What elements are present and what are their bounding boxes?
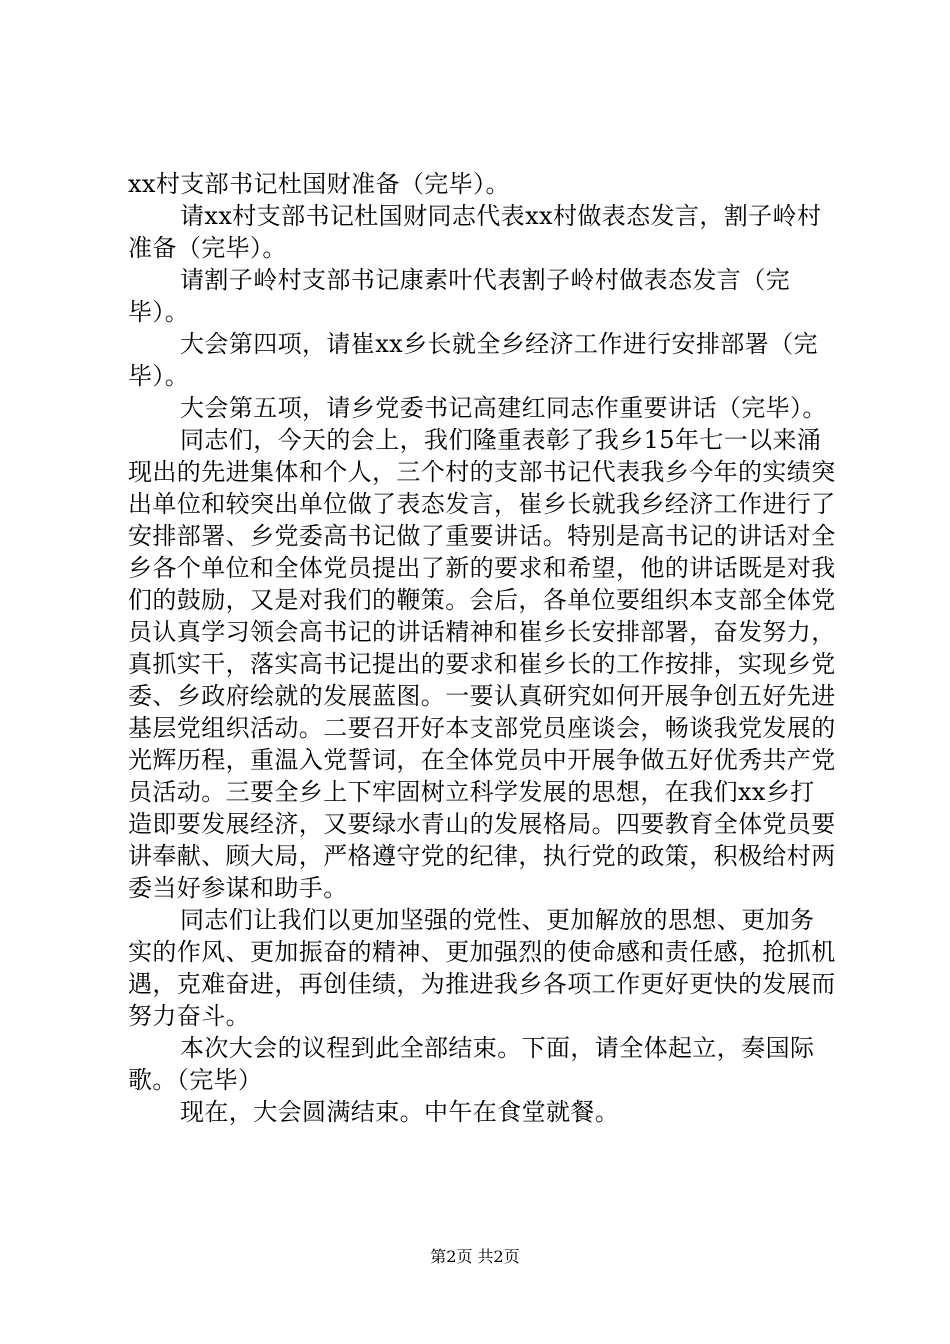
paragraph-6: 同志们，今天的会上，我们隆重表彰了我乡15年七一以来涌现出的先进集体和个人，三个村的支部书记代表我乡今年的实绩突出单位和较突出单位做了表态发言，崔乡长就我乡经济工作进行了安排部署、乡党委高书记做了重要讲话。特别是高书记的讲话对全乡各个单位和全体党员提出了新的要求和希望，他的讲话既是对我们的鼓励，又是对我们的鞭策。会后，各单位要组织本支部全体党员认真学习领会高书记的讲话精神和崔乡长安排部署，奋发努力，真抓实干，落实高书记提出的要求和崔乡长的工作按排，实现乡党委、乡政府绘就的发展蓝图。一要认真研究如何开展争创五好先进基层党组织活动。二要召开好本支部党员座谈会，畅谈我党发展的光辉历程，重温入党誓词，在全体党员中开展争做五好优秀共产党员活动。三要全乡上下牢固树立科学发展的思想，在我们xx乡打造即要发展经济，又要绿水青山的发展格局。四要教育全体党员要讲奉献、顾大局，严格遵守党的纪律，执行党的政策，积极给村两委当好参谋和助手。 <box>128 426 836 902</box>
paragraph-8: 本次大会的议程到此全部结束。下面，请全体起立，奏国际歌。（完毕） <box>128 1034 815 1094</box>
document-body <box>128 168 838 1128</box>
paragraph-3: 请割子岭村支部书记康素叶代表割子岭村做表态发言（完毕）。 <box>128 266 790 326</box>
paragraph-4: 大会第四项，请崔xx乡长就全乡经济工作进行安排部署（完毕）。 <box>128 330 818 390</box>
paragraph-7: 同志们让我们以更加坚强的党性、更加解放的思想、更加务实的作风、更加振奋的精神、更加强烈的使命感和责任感，抢抓机遇，克难奋进，再创佳绩，为推进我乡各项工作更好更快的发展而努力奋斗。 <box>128 906 836 1030</box>
page-footer <box>0 1247 950 1267</box>
paragraph-9: 现在，大会圆满结束。中午在食堂就餐。 <box>180 1098 620 1126</box>
paragraph-5: 大会第五项，请乡党委书记高建红同志作重要讲话（完毕）。 <box>180 394 827 422</box>
paragraph-1: xx村支部书记杜国财准备（完毕）。 <box>128 170 510 198</box>
paragraph-2: 请xx村支部书记杜国财同志代表xx村做表态发言，割子岭村准备（完毕）。 <box>128 202 822 262</box>
page-number-label: 第2页 共2页 <box>430 1247 520 1266</box>
